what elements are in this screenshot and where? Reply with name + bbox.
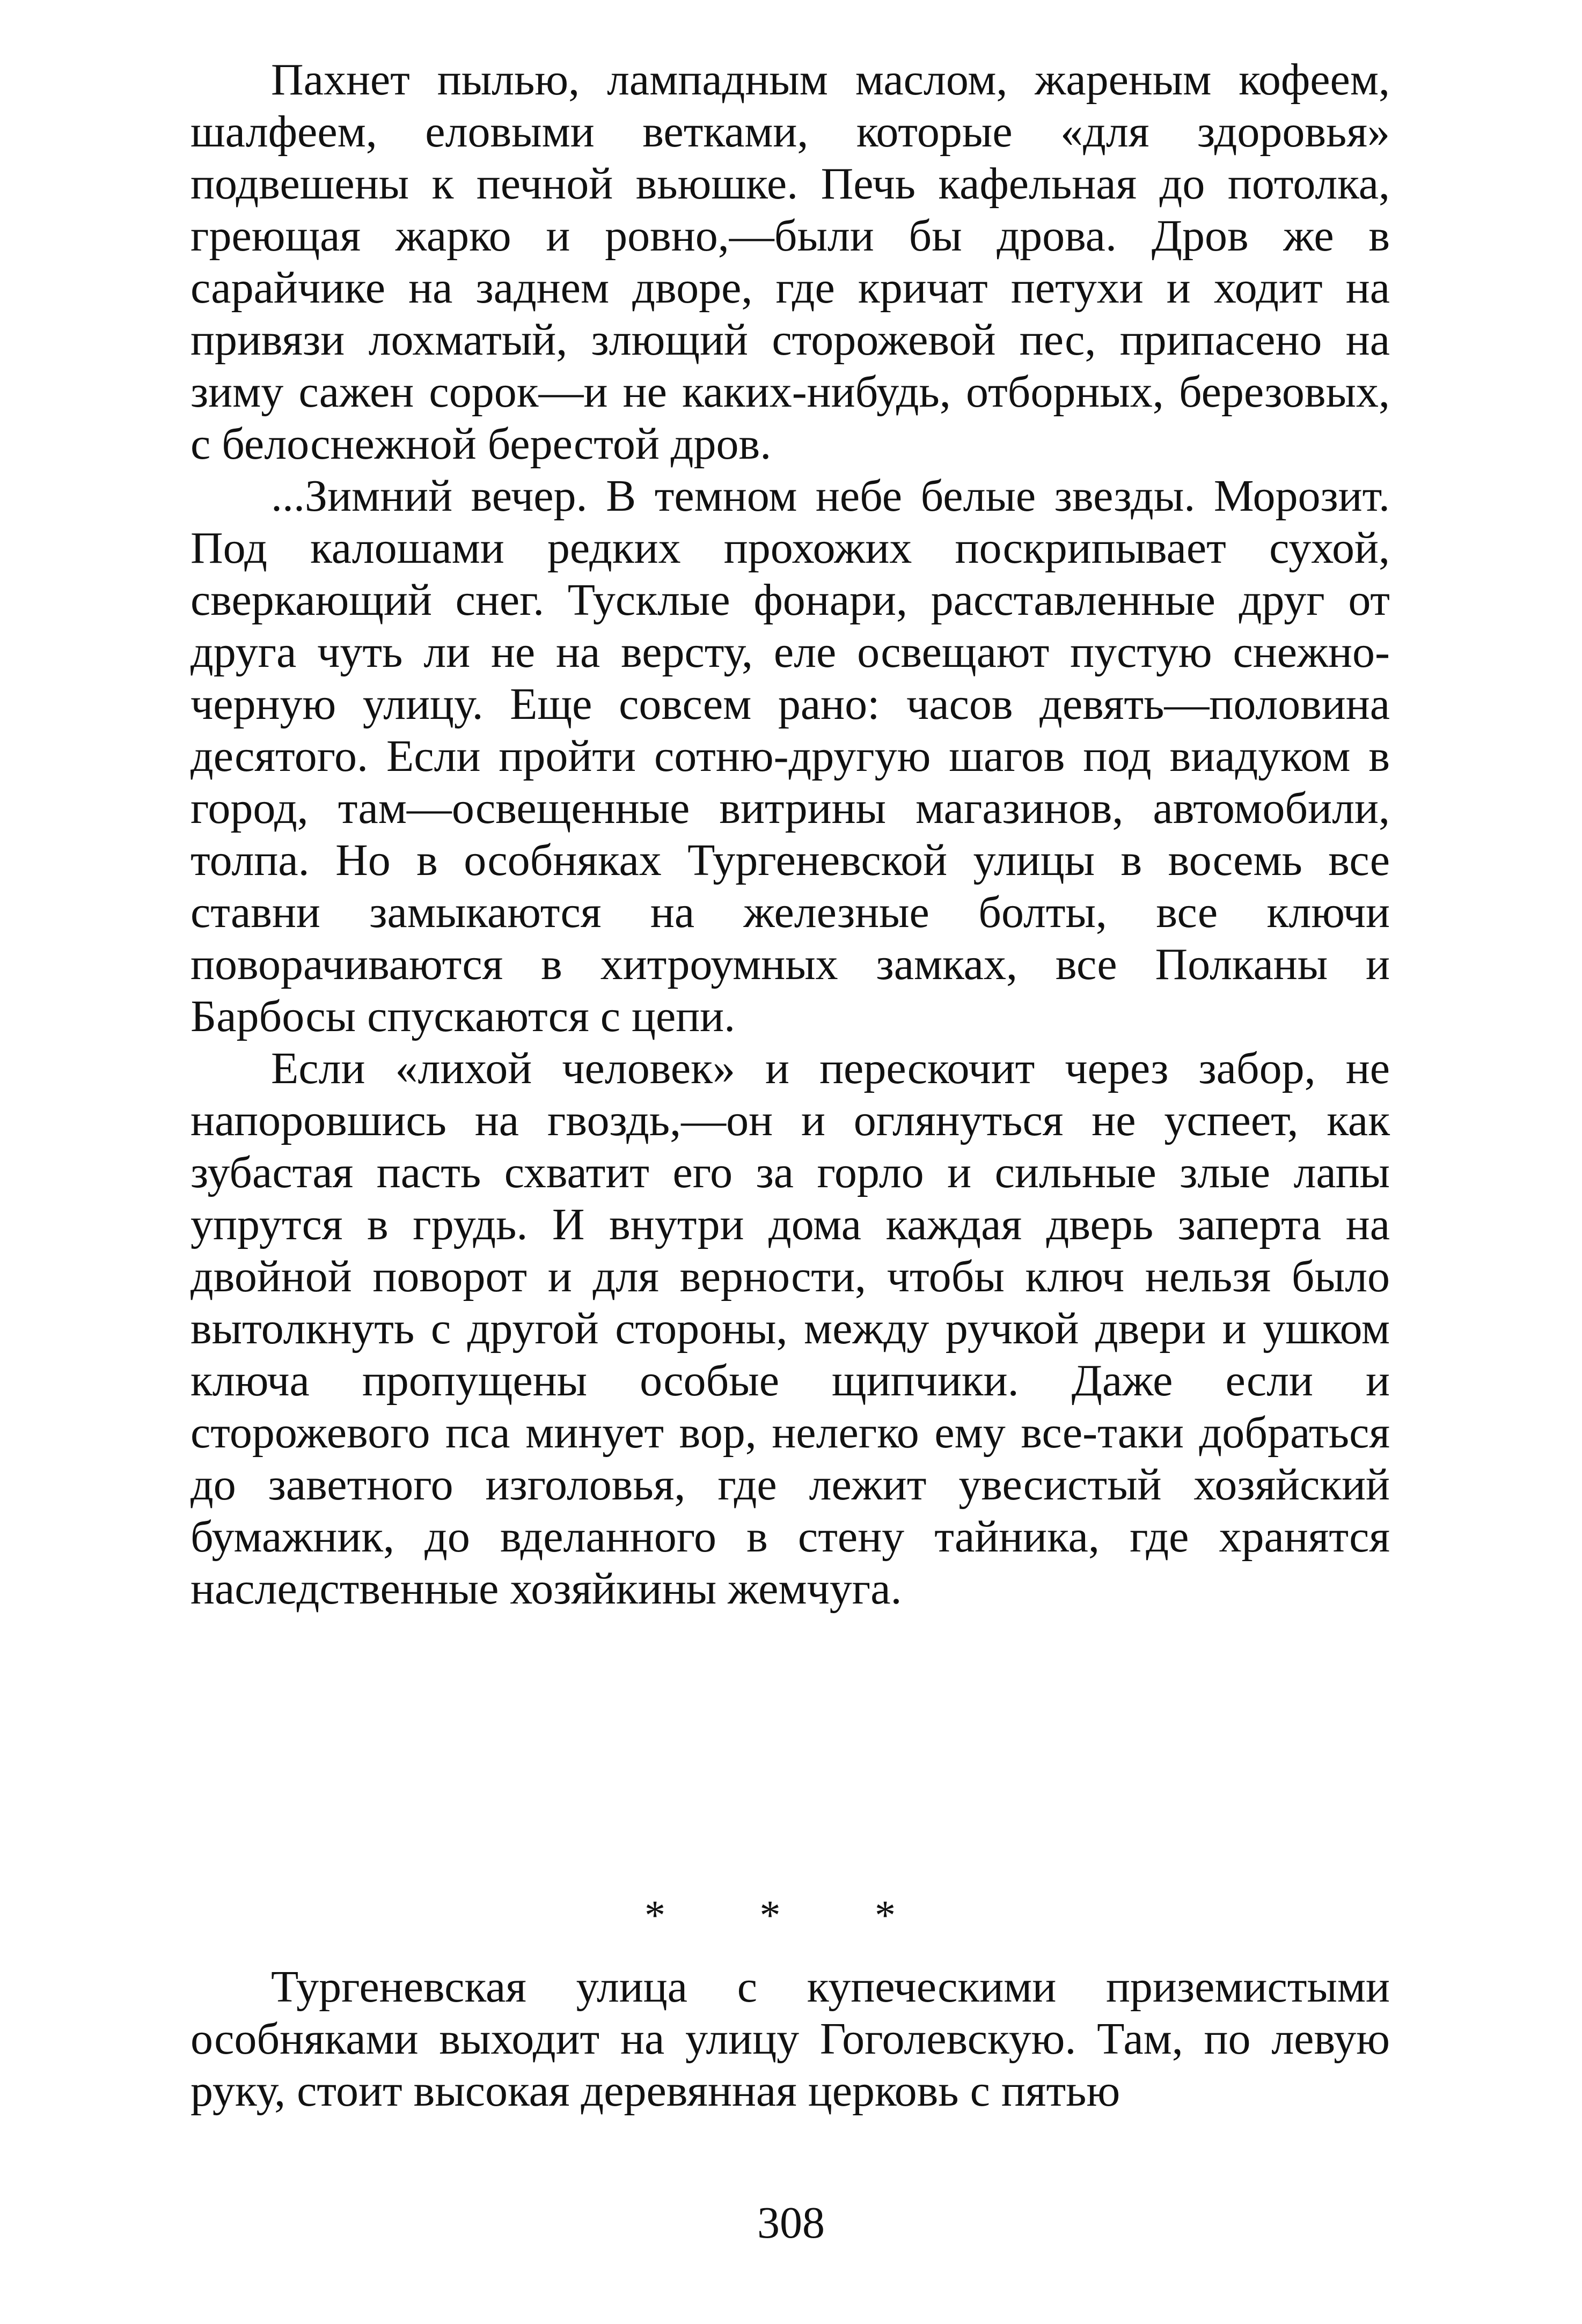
paragraph-1: Пахнет пылью, лампадным маслом, жареным кофеем, шалфеем, еловыми ветками, которые «для здоровья» подвешены к печной вьюшке. Печь кафельная до потолка, греющая жарко и ровно,—были бы дрова. Дров же в сарайчике на заднем дворе, где кричат петухи и ходит на привязи лохматый, злющий сторожевой пес, припасено на зиму сажен сорок—и не каких-нибудь, отборных, березовых, с белоснежной берестой дров. — [191, 55, 1390, 469]
page-number: 308 — [757, 2198, 825, 2248]
paragraph-4: Тургеневская улица с купеческими приземистыми особняками выходит на улицу Гоголевскую. Там, по левую руку, стоит высокая деревянная церковь с пятью — [191, 1962, 1390, 2116]
paragraph-3: Если «лихой человек» и перескочит через забор, не напоровшись на гвоздь,—он и оглянуться не успеет, как зубастая пасть схватит его за горло и сильные злые лапы упрутся в грудь. И внутри дома каждая дверь заперта на двойной поворот и для верности, чтобы ключ нельзя было вытолкнуть с другой стороны, между ручкой двери и ушком ключа пропущены особые щипчики. Даже если и сторожевого пса минует вор, нелегко ему все-таки добраться до заветного изголовья, где лежит увесистый хозяйский бумажник, до вделанного в стену тайника, где хранятся наследственные хозяйкины жемчуга. — [191, 1043, 1390, 1614]
main-text-bottom — [191, 1961, 1390, 2117]
section-separator: * * * — [644, 1892, 938, 1938]
paragraph-2: ...Зимний вечер. В темном небе белые звезды. Морозит. Под калошами редких прохожих поскрипывает сухой, сверкающий снег. Тусклые фонари, расставленные друг от друга чуть ли не на версту, еле освещают пустую снежно-черную улицу. Еще совсем рано: часов девять—половина десятого. Если пройти сотню-другую шагов под виадуком в город, там—освещенные витрины магазинов, автомобили, толпа. Но в особняках Тургеневской улицы в восемь все ставни замыкаются на железные болты, все ключи поворачиваются в хитроумных замках, все Полканы и Барбосы спускаются с цепи. — [191, 471, 1390, 1041]
main-text-top — [191, 54, 1390, 1615]
